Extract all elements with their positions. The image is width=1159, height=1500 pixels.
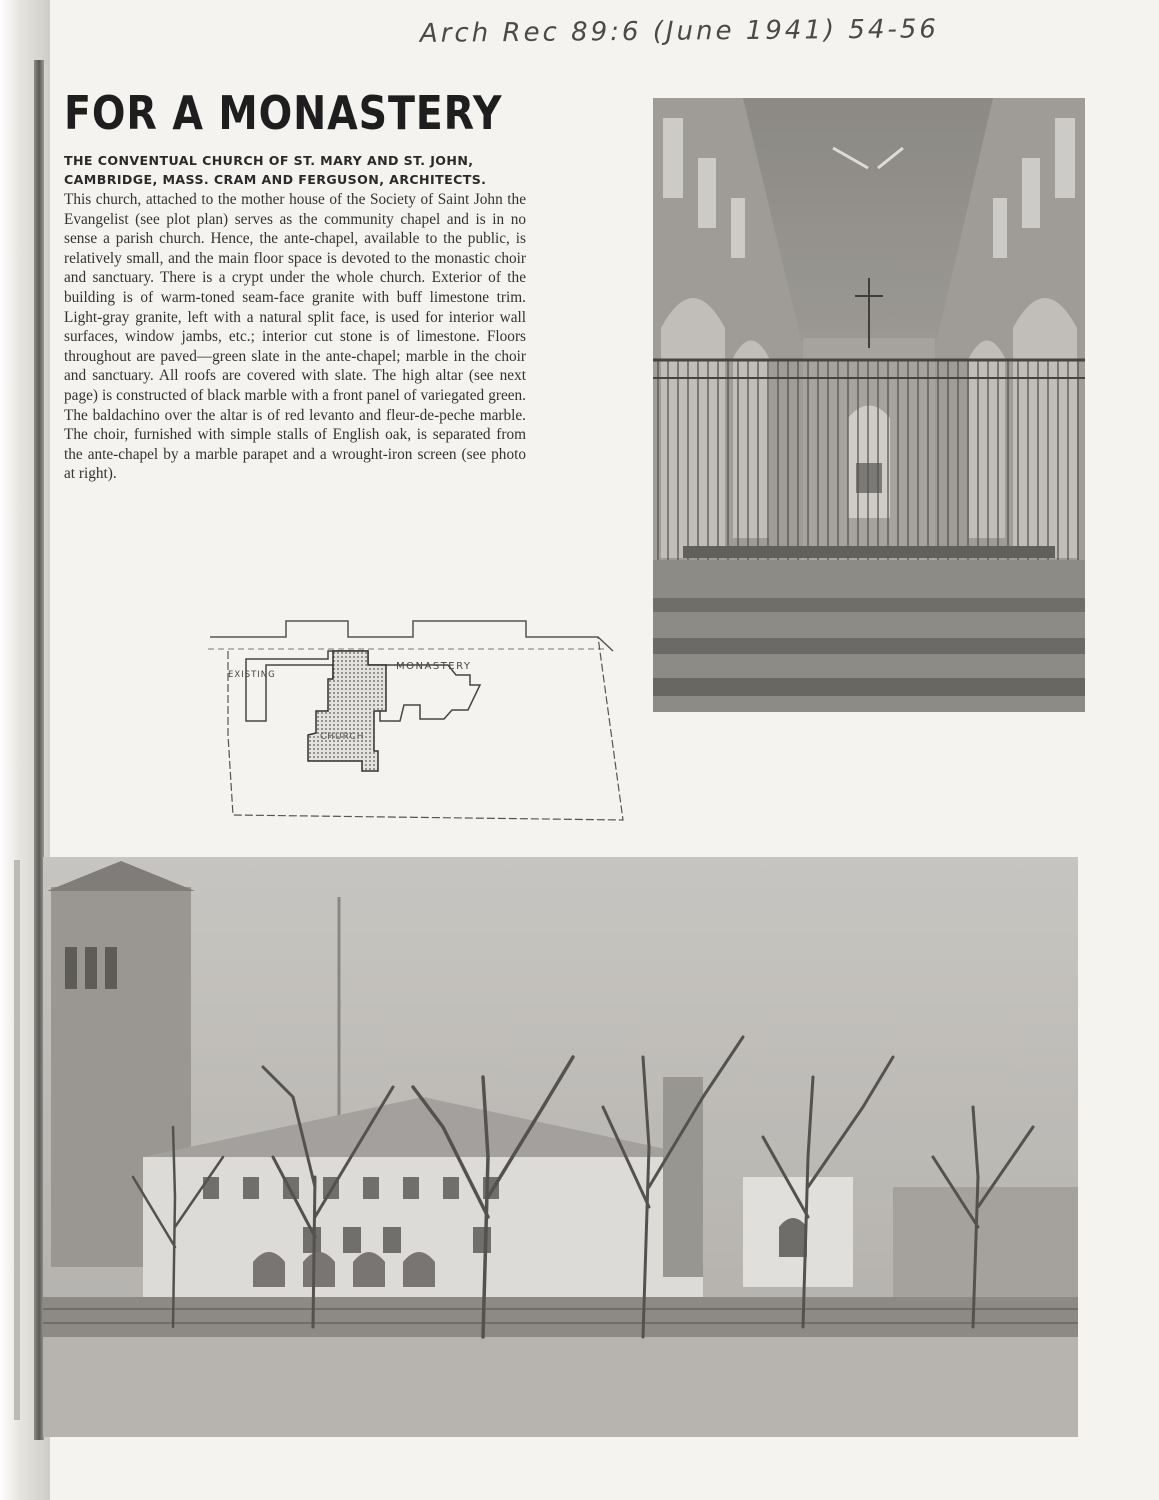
- plan-label-monastery: MONASTERY: [396, 661, 472, 672]
- page-binding-edge-lower: [14, 860, 20, 1420]
- exterior-photo-illustration: [43, 857, 1078, 1437]
- interior-photo: [653, 98, 1085, 712]
- article-subtitle: THE CONVENTUAL CHURCH OF ST. MARY AND ST. JOHN, CAMBRIDGE, MASS. CRAM AND FERGUSON, ARCHITECTS.: [64, 153, 487, 187]
- interior-photo-illustration: [653, 98, 1085, 712]
- exterior-photo: [43, 857, 1078, 1437]
- plan-label-existing: EXISTING: [228, 670, 276, 680]
- article-body: This church, attached to the mother house of the Society of Saint John the Evangelist (see plot plan) serves as the community chapel and is in no sense a parish church. Hence, the ante-chapel, available to the public, is relatively small, and the main floor space is devoted to the monastic choir and sanctuary. There is a crypt under the whole church. Exterior of the building is of warm-toned seam-face granite with buff limestone trim. Light-gray granite, left with a natural split face, is used for interior wall surfaces, window jambs, etc.; interior cut stone is of limestone. Floors throughout are paved—green slate in the ante-chapel; marble in the choir and sanctuary. All roofs are covered with slate. The high altar (see next page) is constructed of black marble with a front panel of variegated green. The baldachino over the altar is of red levanto and fleur-de-peche marble. The choir, furnished with simple stalls of English oak, is separated from the ante-chapel by a marble parapet and a wrought-iron screen (see photo at right).: [64, 191, 526, 483]
- plot-plan: [208, 615, 628, 825]
- handwritten-citation: Arch Rec 89:6 (June 1941) 54-56: [419, 14, 940, 49]
- church-footprint: [308, 651, 386, 771]
- article-title: FOR A MONASTERY: [64, 86, 503, 140]
- plan-label-church: CHURCH: [320, 732, 365, 742]
